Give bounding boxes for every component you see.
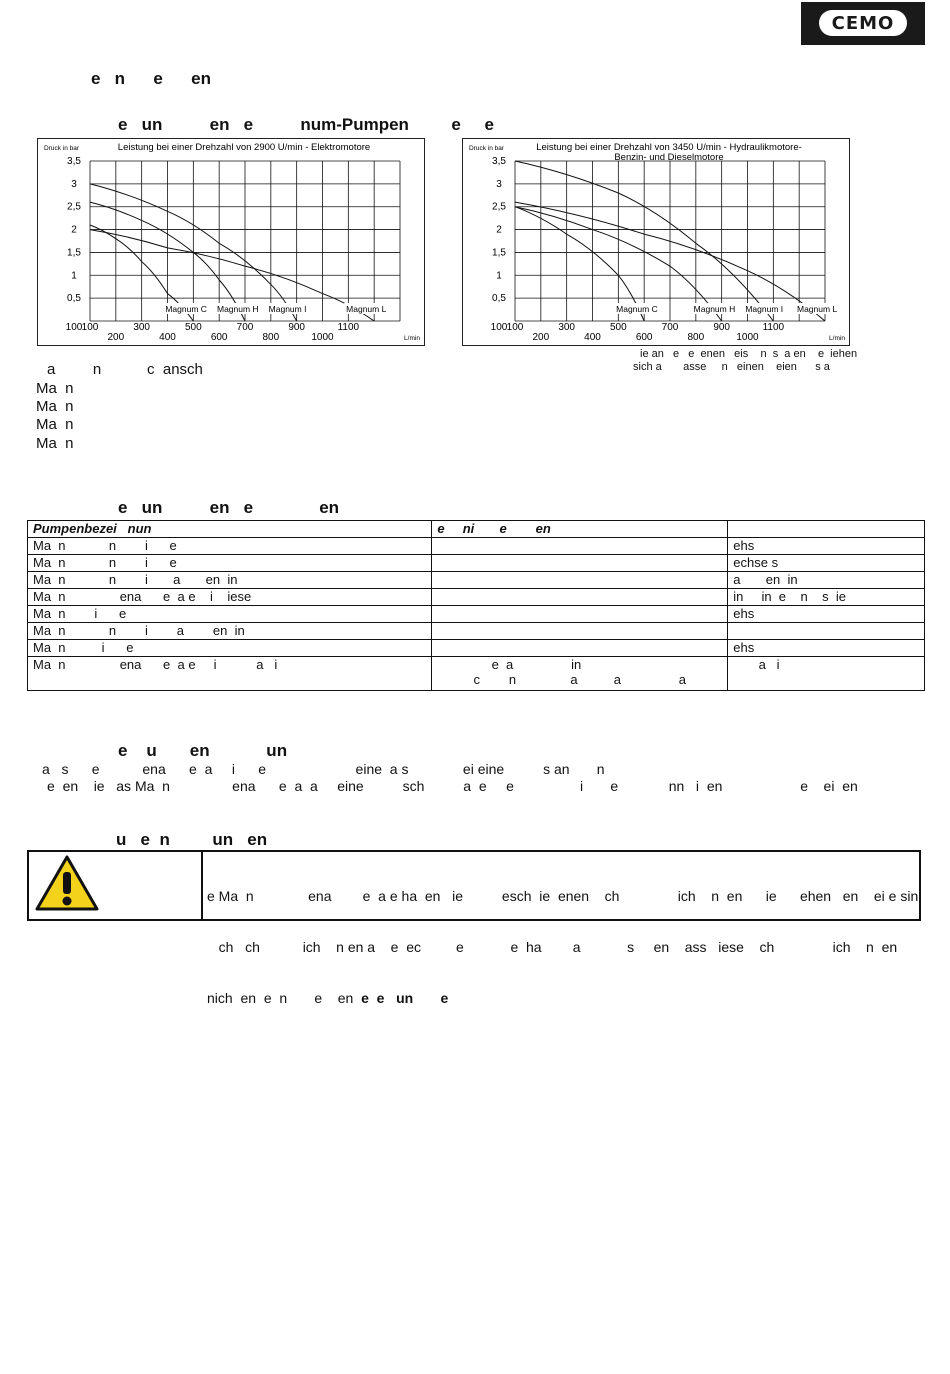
table-cell: Ma n n i a en in [28, 623, 432, 640]
x-tick-label: 800 [687, 332, 705, 343]
table-cell: in in e n s ie [728, 589, 925, 606]
warning-line-1: e Ma n ena e a e ha en ie esch ie enen ch ich n en ie ehen en ei e sin [207, 888, 919, 904]
x-tick-label: 1000 [736, 332, 759, 343]
x-tick-label: 100 [506, 322, 524, 333]
warning-box [27, 850, 921, 1006]
chart-note-line-1: ie an e e enen eis n s a en e iehen [640, 348, 858, 360]
chart-title: Leistung bei einer Drehzahl von 3450 U/min - Hydraulikmotore- [536, 142, 802, 153]
table-cell: a en in [728, 572, 925, 589]
table-cell [432, 572, 728, 589]
curves-section-title: e un en e num-Pumpen e e [118, 115, 494, 134]
usage-line-1: a s e ena e a i e eine a s ei eine s an n [42, 761, 605, 777]
connection-item: Ma n [36, 398, 74, 415]
warning-separator [201, 852, 203, 919]
y-tick-label: 2 [496, 224, 502, 236]
y-tick-label: 1 [496, 270, 502, 282]
table-row [28, 589, 925, 606]
table-row [28, 572, 925, 589]
x-tick-label: 300 [133, 322, 151, 333]
table-cell [432, 606, 728, 623]
y-tick-label: 1,5 [492, 247, 506, 259]
table-cell: e a in c n a a a [432, 657, 728, 691]
x-tick-label: 600 [210, 332, 228, 343]
connection-item: Ma n [36, 380, 74, 397]
logo-pill [819, 10, 907, 36]
warning-line-3-bold: e e un e [361, 990, 449, 1006]
series-label: Magnum I [268, 304, 307, 314]
warning-section-title: u e n un en [116, 830, 268, 849]
chart-electric-motors [37, 138, 425, 346]
table-cell [432, 555, 728, 572]
x-tick-label: 900 [288, 322, 306, 333]
y-tick-label: 2,5 [492, 201, 506, 213]
table-header-details: e ni e en [432, 521, 728, 538]
table-cell: Ma n i e [28, 606, 432, 623]
y-tick-label: 3 [71, 178, 77, 190]
table-row [28, 640, 925, 657]
usage-line-2: e en ie as Ma n ena e a a eine sch a e e i e nn i en e ei en [47, 778, 858, 794]
table-header-pump-name: Pumpenbezei nun [28, 521, 432, 538]
connection-item: Ma n [36, 416, 74, 433]
y-tick-label: 3,5 [67, 156, 81, 167]
table-row [28, 538, 925, 555]
chart-subtitle: Benzin- und Dieselmotore [614, 152, 724, 163]
table-cell: Ma n i e [28, 640, 432, 657]
table-cell: ehs [728, 606, 925, 623]
y-tick-label: 2 [71, 224, 77, 236]
chart-xlabel: L/min [404, 335, 420, 342]
chart-ylabel: Druck in bar [469, 145, 505, 152]
connection-item: Ma n [36, 435, 74, 452]
series-label: Magnum H [217, 304, 259, 314]
table-header-row [28, 521, 925, 538]
table-cell: Ma n ena e a e i a i [28, 657, 432, 691]
chart-electric-svg [38, 139, 424, 345]
x-tick-label: 1000 [311, 332, 334, 343]
table-cell: Ma n n i e [28, 555, 432, 572]
y-tick-label: 3,5 [492, 156, 506, 167]
table-section-title: e un en e en [118, 498, 340, 517]
chart-xlabel: L/min [829, 335, 845, 342]
x-tick-label: 1100 [762, 322, 785, 333]
table-cell: Ma n ena e a e i iese [28, 589, 432, 606]
y-tick-label: 0,5 [67, 293, 81, 305]
table-cell: a i [728, 657, 925, 691]
warning-triangle-icon [35, 854, 99, 912]
y-tick-label: 0,5 [492, 293, 506, 305]
cemo-logo [801, 2, 925, 45]
x-tick-label: 100 [490, 322, 508, 333]
connection-label: a n c ansch [47, 361, 203, 378]
chart-title: Leistung bei einer Drehzahl von 2900 U/min - Elektromotore [117, 142, 371, 153]
x-tick-label: 700 [236, 322, 254, 333]
x-tick-label: 100 [65, 322, 83, 333]
x-tick-label: 800 [262, 332, 280, 343]
chart-hydraulic-motors [462, 138, 850, 346]
pump-spec-table [27, 520, 925, 691]
x-tick-label: 500 [609, 322, 627, 333]
x-tick-label: 400 [584, 332, 601, 343]
series-label: Magnum C [616, 304, 658, 314]
table-cell: Ma n n i a en in [28, 572, 432, 589]
warning-line-2: ch ch ich n en a e ec e e ha a s en ass iese ch ich n en [207, 939, 898, 955]
warning-line-3 [207, 990, 918, 1007]
table-row [28, 606, 925, 623]
y-tick-label: 2,5 [67, 201, 81, 213]
y-tick-label: 1,5 [67, 247, 81, 259]
table-cell [432, 623, 728, 640]
y-tick-label: 1 [71, 270, 77, 282]
chart-note-line-2: sich a asse n einen eien s a [633, 361, 830, 373]
y-tick-label: 3 [496, 178, 502, 190]
series-label: Magnum L [797, 304, 838, 314]
table-row [28, 657, 925, 691]
series-label: Magnum C [165, 304, 207, 314]
table-cell: Ma n n i e [28, 538, 432, 555]
chart-hydraulic-svg [463, 139, 849, 345]
x-tick-label: 700 [661, 322, 679, 333]
table-cell [432, 589, 728, 606]
table-cell [432, 640, 728, 657]
warning-line-3-text: nich en e n e en [207, 990, 354, 1006]
x-tick-label: 300 [558, 322, 576, 333]
table-header-third [728, 521, 925, 538]
x-tick-label: 900 [713, 322, 731, 333]
warning-text [207, 854, 918, 1041]
table-cell: echse s [728, 555, 925, 572]
x-tick-label: 1100 [337, 322, 360, 333]
table-row [28, 555, 925, 572]
x-tick-label: 200 [532, 332, 550, 343]
table-cell: ehs [728, 640, 925, 657]
logo-text: CEMO [831, 12, 895, 34]
section-title-top: e n e en [91, 69, 211, 88]
series-label: Magnum H [693, 304, 736, 314]
x-tick-label: 600 [635, 332, 653, 343]
series-label: Magnum I [745, 304, 784, 314]
table-cell [728, 623, 925, 640]
series-label: Magnum L [346, 304, 387, 314]
usage-section-title: e u en un [118, 741, 288, 760]
chart-ylabel: Druck in bar [44, 145, 80, 152]
table-row [28, 623, 925, 640]
x-tick-label: 200 [107, 332, 125, 343]
table-cell: ehs [728, 538, 925, 555]
table-cell [432, 538, 728, 555]
x-tick-label: 500 [184, 322, 202, 333]
x-tick-label: 400 [159, 332, 176, 343]
x-tick-label: 100 [81, 322, 99, 333]
